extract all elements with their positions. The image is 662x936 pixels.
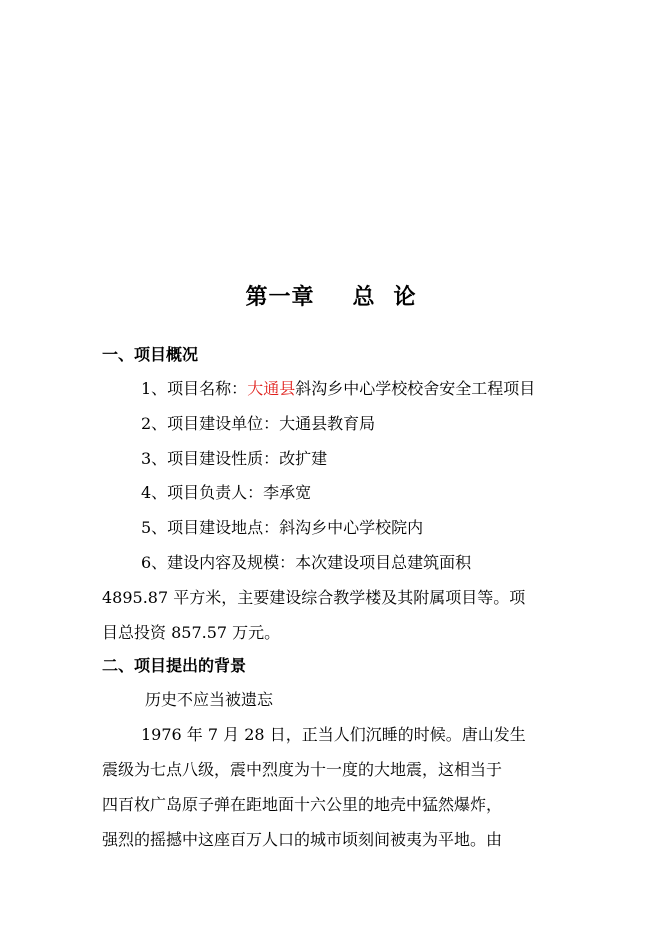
scope-continuation-line-1: 4895.87 平方米，主要建设综合教学楼及其附属项目等。项 [102,588,526,607]
item-construction-nature: 3、项目建设性质：改扩建 [141,449,328,468]
item-construction-unit: 2、项目建设单位：大通县教育局 [141,414,376,433]
chapter-title [0,280,662,311]
paragraph-line-2: 震级为七点八级，震中烈度为十一度的大地震，这相当于 [102,760,503,779]
paragraph-line-3: 四百枚广岛原子弹在距地面十六公里的地壳中猛然爆炸， [102,795,503,814]
section1-heading: 一、项目概况 [102,345,199,364]
item-construction-site: 5、项目建设地点：斜沟乡中心学校院内 [141,518,424,537]
chapter-title-left: 第一章 [245,284,315,310]
section2-heading: 二、项目提出的背景 [102,656,247,675]
chapter-title-right: 论 [393,284,417,310]
item-project-name [141,379,535,399]
paragraph-line-1: 1976 年 7 月 28 日，正当人们沉睡的时候。唐山发生 [141,725,526,744]
item-project-name-rest: 斜沟乡中心学校校舍安全工程项目 [295,379,536,398]
item-project-lead: 4、项目负责人：李承宽 [141,483,312,502]
section2-subtitle: 历史不应当被遗忘 [145,690,274,709]
scope-continuation-line-2: 目总投资 857.57 万元。 [102,623,281,642]
paragraph-line-4: 强烈的摇撼中这座百万人口的城市顷刻间被夷为平地。由 [102,830,503,849]
chapter-title-mid: 总 [352,284,376,310]
item-scope: 6、建设内容及规模：本次建设项目总建筑面积 [141,553,472,572]
item-project-name-prefix: 1、项目名称： [141,379,248,398]
item-project-name-highlight: 大通县 [247,379,296,398]
